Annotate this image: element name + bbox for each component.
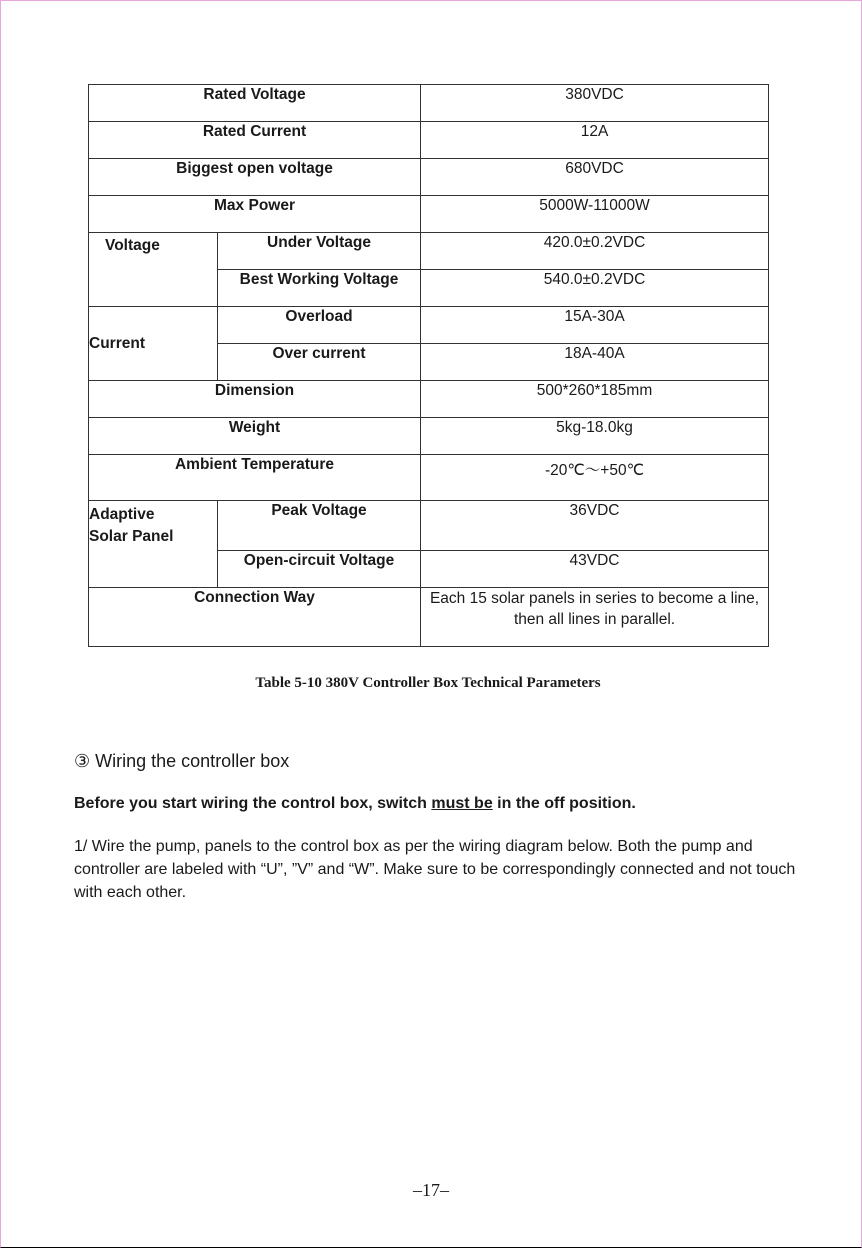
open-circuit-voltage-value: 43VDC — [421, 551, 769, 588]
warning-emphasis: must be — [431, 795, 493, 812]
over-current-value: 18A-40A — [421, 344, 769, 381]
solar-group-line2: Solar Panel — [89, 528, 174, 545]
weight-label: Weight — [89, 418, 421, 455]
solar-panel-group-label — [89, 501, 218, 588]
under-voltage-label: Under Voltage — [218, 233, 421, 270]
under-voltage-value: 420.0±0.2VDC — [421, 233, 769, 270]
open-voltage-label: Biggest open voltage — [89, 159, 421, 196]
connection-way-value: Each 15 solar panels in series to become a line, then all lines in parallel. — [421, 588, 769, 647]
table-row — [89, 307, 769, 344]
table-row — [89, 122, 769, 159]
max-power-label: Max Power — [89, 196, 421, 233]
section-heading: ③ Wiring the controller box — [74, 751, 290, 771]
peak-voltage-value: 36VDC — [421, 501, 769, 551]
rated-voltage-label: Rated Voltage — [89, 85, 421, 122]
table-row — [89, 418, 769, 455]
best-working-voltage-label: Best Working Voltage — [218, 270, 421, 307]
rated-current-value: 12A — [421, 122, 769, 159]
table-caption: Table 5-10 380V Controller Box Technical Parameters — [255, 675, 601, 691]
peak-voltage-label: Peak Voltage — [218, 501, 421, 551]
open-voltage-value: 680VDC — [421, 159, 769, 196]
best-working-voltage-value: 540.0±0.2VDC — [421, 270, 769, 307]
table-row — [89, 501, 769, 551]
rated-voltage-value: 380VDC — [421, 85, 769, 122]
rated-current-label: Rated Current — [89, 122, 421, 159]
over-current-label: Over current — [218, 344, 421, 381]
table-row — [89, 233, 769, 270]
dimension-label: Dimension — [89, 381, 421, 418]
table-row — [89, 85, 769, 122]
table-row — [89, 588, 769, 647]
warning-pre: Before you start wiring the control box, switch — [74, 795, 432, 812]
table-row — [89, 381, 769, 418]
max-power-value: 5000W-11000W — [421, 196, 769, 233]
overload-value: 15A-30A — [421, 307, 769, 344]
warning-post: in the off position. — [492, 795, 636, 812]
page-number: –17– — [413, 1180, 449, 1200]
weight-value: 5kg-18.0kg — [421, 418, 769, 455]
overload-label: Overload — [218, 307, 421, 344]
open-circuit-voltage-label: Open-circuit Voltage — [218, 551, 421, 588]
voltage-group-label: Voltage — [89, 233, 218, 307]
solar-group-line1: Adaptive — [89, 506, 155, 523]
table-row — [89, 159, 769, 196]
table-row — [89, 196, 769, 233]
current-group-label: Current — [89, 307, 218, 381]
wiring-instruction-paragraph: 1/ Wire the pump, panels to the control box as per the wiring diagram below. Both the pump and controller are labeled with “U”, ”V” and “W”. Make sure to be correspondingly connected and not touch with each other. — [74, 838, 796, 901]
ambient-temperature-value: -20℃～+50℃ — [421, 455, 769, 501]
spec-table — [88, 84, 769, 647]
wiring-warning — [74, 795, 636, 813]
table-row — [89, 455, 769, 501]
dimension-value: 500*260*185mm — [421, 381, 769, 418]
connection-way-label: Connection Way — [89, 588, 421, 647]
ambient-temperature-label: Ambient Temperature — [89, 455, 421, 501]
